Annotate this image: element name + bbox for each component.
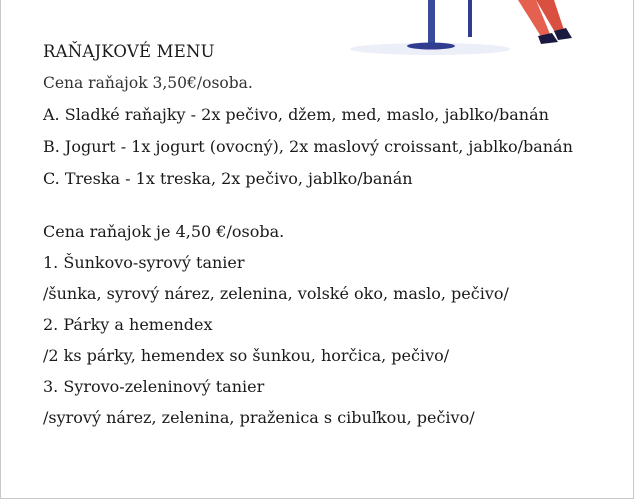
premium-item-2-details: /2 ks párky, hemendex so šunkou, horčica, pečivo/ xyxy=(43,346,450,365)
table-pole xyxy=(428,0,435,46)
premium-item-3-details: /syrový nárez, zelenina, praženica s cibuľkou, pečivo/ xyxy=(43,408,475,427)
price-note-basic: Cena raňajok 3,50€/osoba. xyxy=(43,74,253,92)
premium-item-3-name: 3. Syrovo-zeleninový tanier xyxy=(43,377,265,396)
menu-option-b: B. Jogurt - 1x jogurt (ovocný), 2x maslový croissant, jablko/banán xyxy=(43,137,573,156)
price-note-premium: Cena raňajok je 4,50 €/osoba. xyxy=(43,222,285,241)
menu-title: RAŇAJKOVÉ MENU xyxy=(43,42,215,61)
menu-option-a: A. Sladké raňajky - 2x pečivo, džem, med, maslo, jablko/banán xyxy=(43,105,549,124)
premium-item-1-details: /šunka, syrový nárez, zelenina, volské oko, maslo, pečivo/ xyxy=(43,284,509,303)
menu-option-c: C. Treska - 1x treska, 2x pečivo, jablko/banán xyxy=(43,169,413,188)
chair-leg xyxy=(468,0,472,37)
menu-content xyxy=(43,42,623,439)
premium-item-1-name: 1. Šunkovo-syrový tanier xyxy=(43,253,245,272)
premium-menu-section xyxy=(43,222,623,428)
premium-item-2-name: 2. Párky a hemendex xyxy=(43,315,213,334)
section-spacer xyxy=(43,201,623,222)
